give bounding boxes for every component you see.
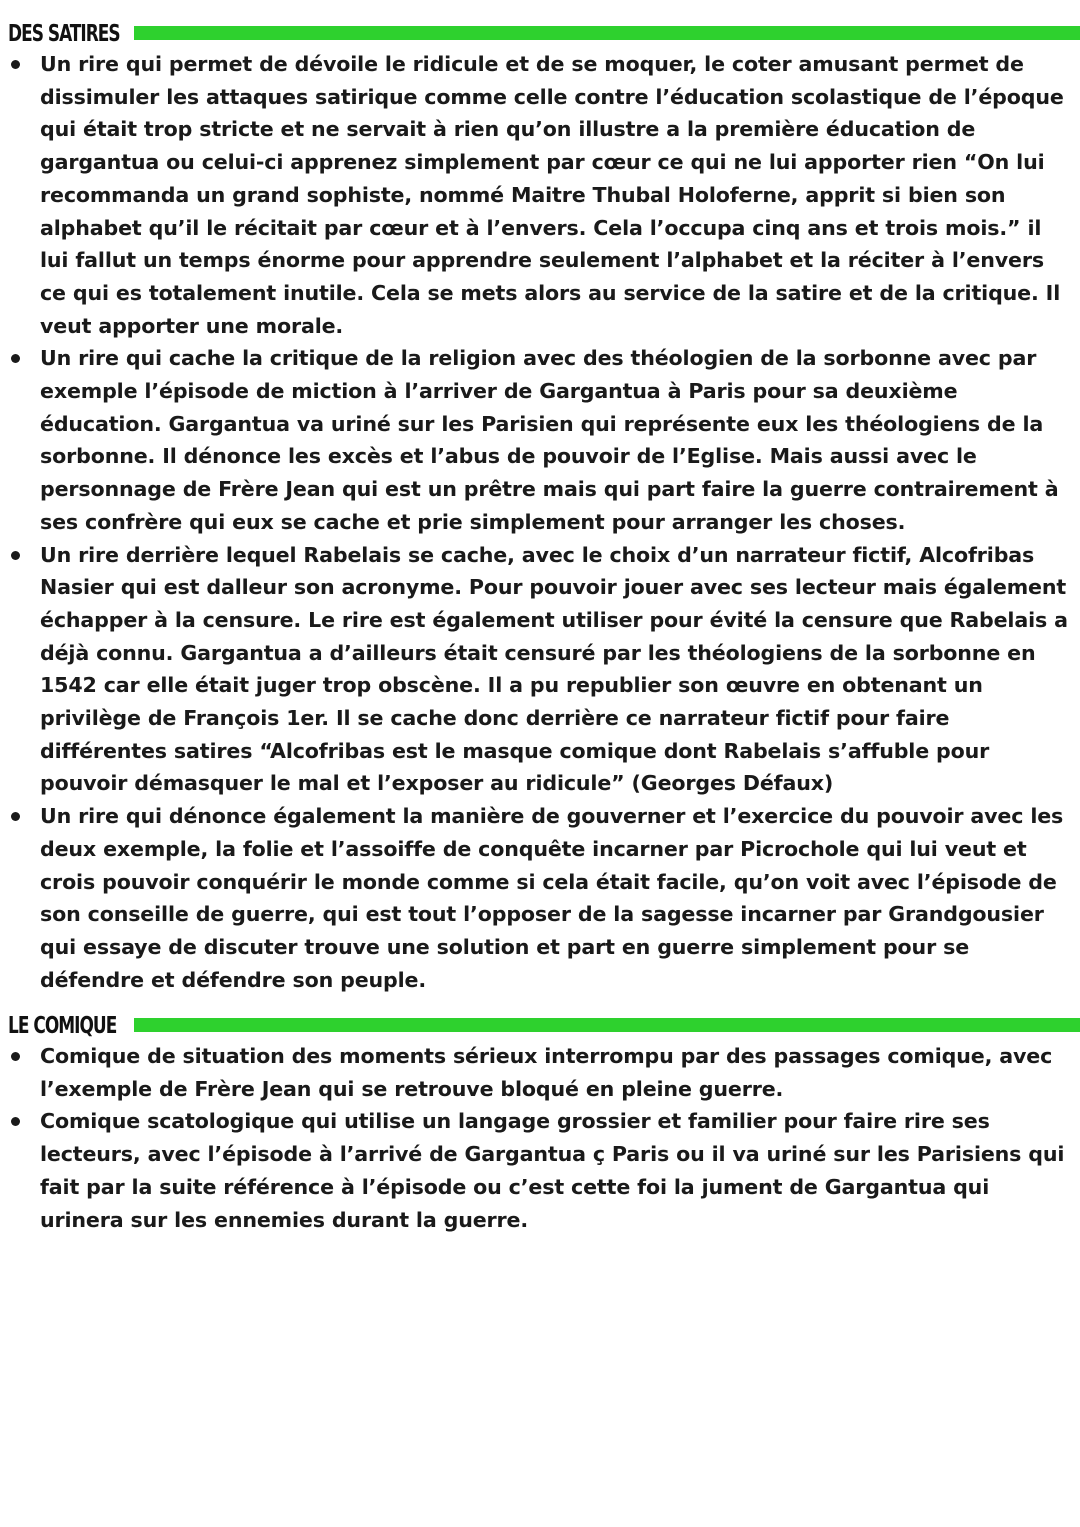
section-le-comique	[0, 1010, 1080, 1236]
section-title: DES SATIRES	[8, 21, 120, 47]
heading-accent-bar	[134, 26, 1080, 40]
section-heading	[0, 1010, 1080, 1040]
bullet-icon	[11, 812, 20, 821]
bullet-list	[0, 48, 1080, 996]
list-item-text: Un rire qui dénonce également la manière de gouverner et l’exercice du pouvoir avec les deux exemple, la folie et l’assoiffe de conquête incarner par Picrochole qui lui veut et crois pouvoir conquérir le monde comme si cela était facile, qu’on voit avec l’épisode de son conseille de guerre, qui est tout l’opposer de la sagesse incarner par Grandgousier qui essaye de discuter trouve une solution et part en guerre simplement pour se défendre et défendre son peuple.	[40, 804, 1064, 992]
list-item	[0, 800, 1080, 996]
section-heading	[0, 18, 1080, 48]
section-title: LE COMIQUE	[8, 1013, 117, 1039]
list-item	[0, 48, 1080, 342]
bullet-icon	[11, 551, 20, 560]
list-item-text: Comique de situation des moments sérieux interrompu par des passages comique, avec l’exemple de Frère Jean qui se retrouve bloqué en pleine guerre.	[40, 1044, 1053, 1101]
list-item-text: Un rire derrière lequel Rabelais se cache, avec le choix d’un narrateur fictif, Alcofribas Nasier qui est dalleur son acronyme. Pour pouvoir jouer avec ses lecteur mais également échapper à la censure. Le rire est également utiliser pour évité la censure que Rabelais a déjà connu. Gargantua a d’ailleurs était censuré par les théologiens de la sorbonne en 1542 car elle était juger trop obscène. Il a pu republier son œuvre en obtenant un privilège de François 1er. Il se cache donc derrière ce narrateur fictif pour faire différentes satires “Alcofribas est le masque comique dont Rabelais s’affuble pour pouvoir démasquer le mal et l’exposer au ridicule” (Georges Défaux)	[40, 542, 1068, 796]
list-item	[0, 342, 1080, 538]
bullet-icon	[11, 1117, 20, 1126]
bullet-icon	[11, 354, 20, 363]
bullet-list	[0, 1040, 1080, 1236]
list-item	[0, 1040, 1080, 1105]
bullet-icon	[11, 1052, 20, 1061]
section-des-satires	[0, 18, 1080, 996]
list-item-text: Un rire qui permet de dévoile le ridicule et de se moquer, le coter amusant permet de dissimuler les attaques satirique comme celle contre l’éducation scolastique de l’époque qui était trop stricte et ne servait à rien qu’on illustre a la première éducation de gargantua ou celui-ci apprenez simplement par cœur ce qui ne lui apporter rien “On lui recommanda un grand sophiste, nommé Maitre Thubal Holoferne, apprit si bien son alphabet qu’il le récitait par cœur et à l’envers. Cela l’occupa cinq ans et trois mois.” il lui fallut un temps énorme pour apprendre seulement l’alphabet et la réciter à l’envers ce qui es totalement inutile. Cela se mets alors au service de la satire et de la critique. Il veut apporter une morale.	[40, 52, 1064, 338]
list-item-text: Comique scatologique qui utilise un langage grossier et familier pour faire rire ses lecteurs, avec l’épisode à l’arrivé de Gargantua ç Paris ou il va uriné sur les Parisiens qui fait par la suite référence à l’épisode ou c’est cette foi la jument de Gargantua qui urinera sur les ennemies durant la guerre.	[40, 1109, 1065, 1232]
bullet-icon	[11, 60, 20, 69]
heading-accent-bar	[134, 1018, 1080, 1032]
list-item-text: Un rire qui cache la critique de la religion avec des théologien de la sorbonne avec par exemple l’épisode de miction à l’arriver de Gargantua à Paris pour sa deuxième éducation. Gargantua va uriné sur les Parisien qui représente eux les théologiens de la sorbonne. Il dénonce les excès et l’abus de pouvoir de l’Eglise. Mais aussi avec le personnage de Frère Jean qui est un prêtre mais qui part faire la guerre contrairement à ses confrère qui eux se cache et prie simplement pour arranger les choses.	[40, 346, 1059, 534]
list-item	[0, 1105, 1080, 1236]
list-item	[0, 539, 1080, 801]
